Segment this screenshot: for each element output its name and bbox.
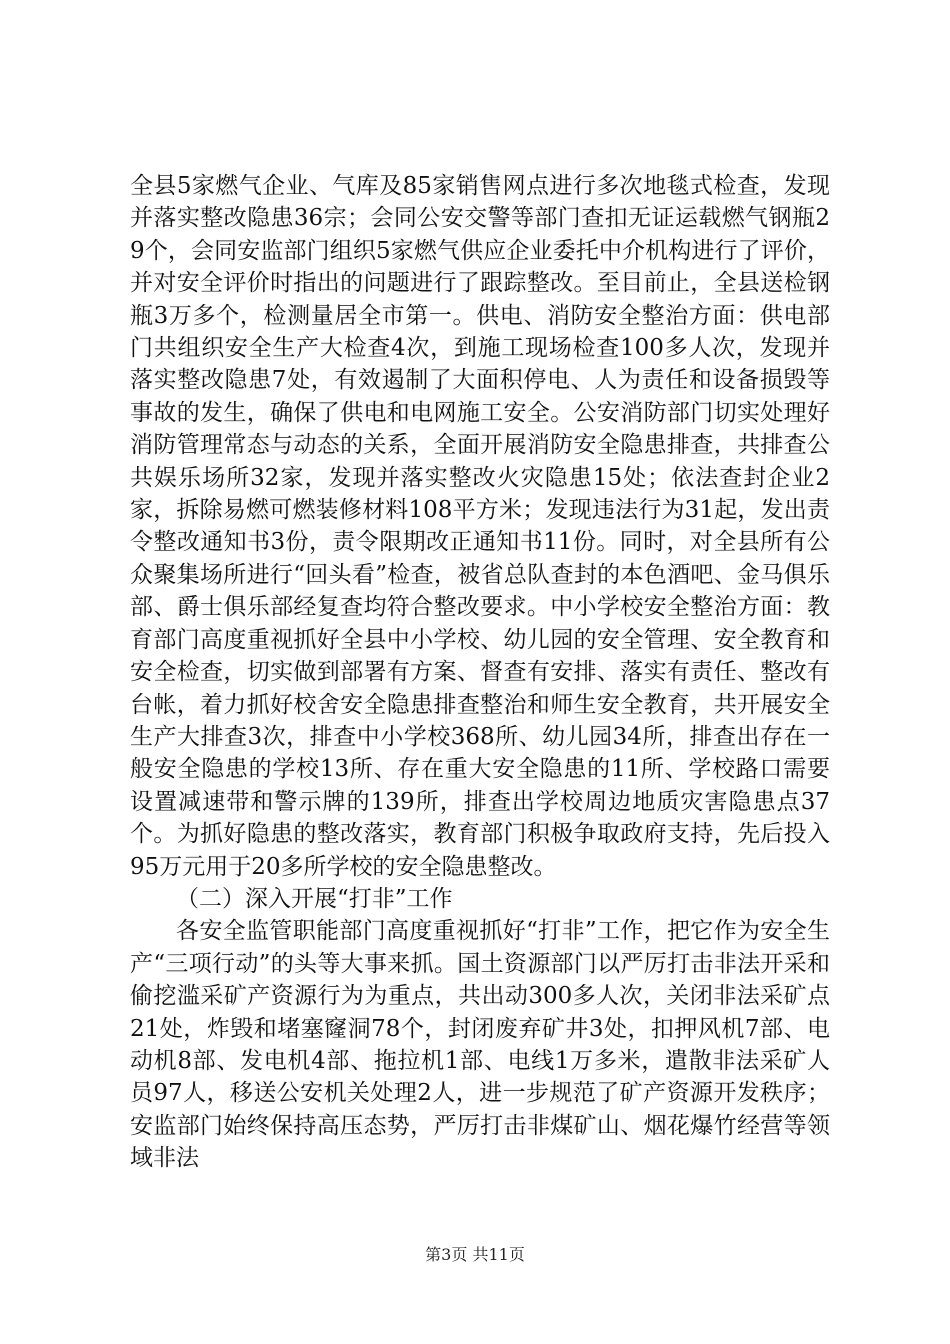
- paragraph-continuation: 全县5家燃气企业、气库及85家销售网点进行多次地毯式检查，发现并落实整改隐患36宗；会同公安交警等部门查扣无证运载燃气钢瓶29个，会同安监部门组织5家燃气供应企业委托中介机构进行了评价，并对安全评价时指出的问题进行了跟踪整改。至目前止，全县送检钢瓶3万多个，检测量居全市第一。供电、消防安全整治方面：供电部门共组织安全生产大检查4次，到施工现场检查100多人次，发现并落实整改隐患7处，有效遏制了大面积停电、人为责任和设备损毁等事故的发生，确保了供电和电网施工安全。公安消防部门切实处理好消防管理常态与动态的关系，全面开展消防安全隐患排查，共排查公共娱乐场所32家，发现并落实整改火灾隐患15处；依法查封企业2家，拆除易燃可燃装修材料108平方米；发现违法行为31起，发出责令整改通知书3份，责令限期改正通知书11份。同时，对全县所有公众聚集场所进行“回头看”检查，被省总队查封的本色酒吧、金马俱乐部、爵士俱乐部经复查均符合整改要求。中小学校安全整治方面：教育部门高度重视抓好全县中小学校、幼儿园的安全管理、安全教育和安全检查，切实做到部署有方案、督查有安排、落实有责任、整改有台帐，着力抓好校舍安全隐患排查整治和师生安全教育，共开展安全生产大排查3次，排查中小学校368所、幼儿园34所，排查出存在一般安全隐患的学校13所、存在重大安全隐患的11所、学校路口需要设置减速带和警示牌的139所，排查出学校周边地质灾害隐患点37个。为抓好隐患的整改落实，教育部门积极争取政府支持，先后投入95万元用于20多所学校的安全隐患整改。: [130, 173, 830, 880]
- page-total: 共11页: [472, 1245, 525, 1264]
- section-heading: （二）深入开展“打非”工作: [176, 885, 453, 912]
- document-body: [130, 170, 830, 1175]
- page-footer: [0, 1244, 950, 1266]
- page-number: 第3页: [425, 1245, 468, 1264]
- paragraph-indented: 各安全监管职能部门高度重视抓好“打非”工作，把它作为安全生产“三项行动”的头等大事来抓。国土资源部门以严厉打击非法开采和偷挖滥采矿产资源行为为重点，共出动300多人次，关闭非法采矿点21处，炸毁和堵塞窿洞78个，封闭废弃矿井3处，扣押风机7部、电动机8部、发电机4部、拖拉机1部、电线1万多米，遣散非法采矿人员97人，移送公安机关处理2人，进一步规范了矿产资源开发秩序；安监部门始终保持高压态势，严厉打击非煤矿山、烟花爆竹经营等领域非法: [130, 918, 830, 1172]
